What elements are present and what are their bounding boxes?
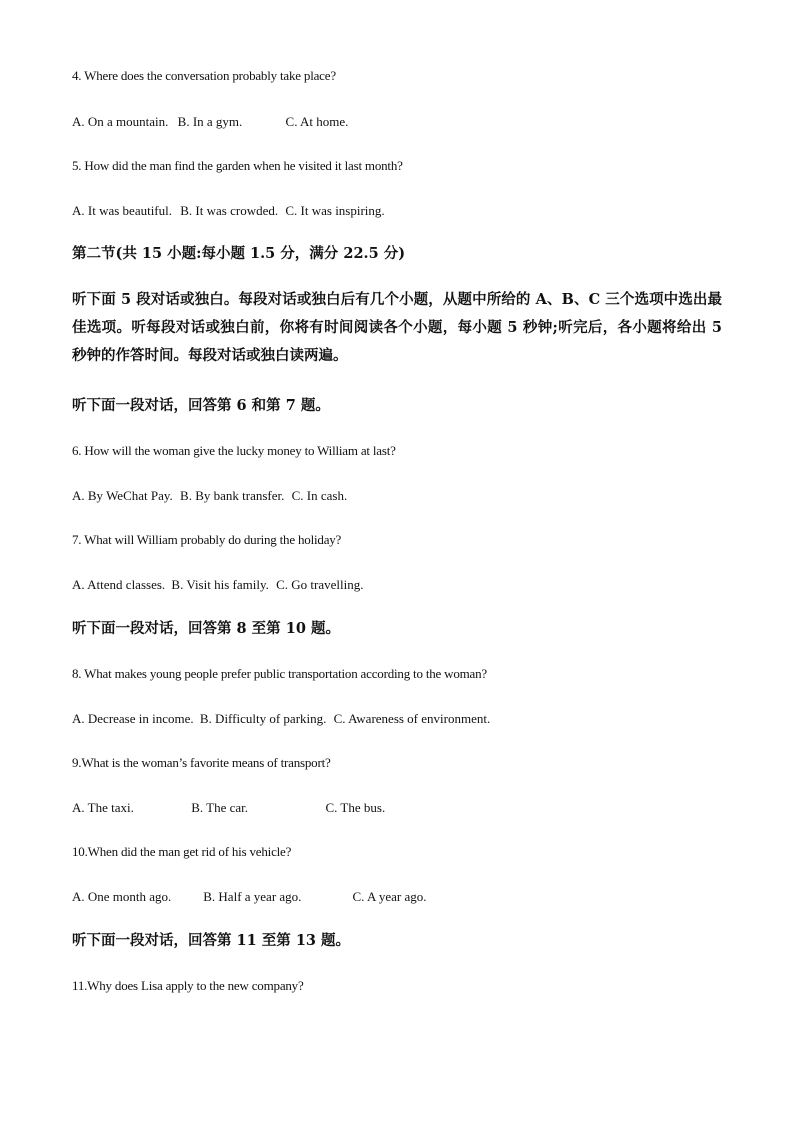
option-b: B. In a gym. xyxy=(177,114,243,129)
question-9-options xyxy=(72,799,385,817)
option-b: B. The car. xyxy=(191,800,249,815)
option-c: C. In cash. xyxy=(291,488,348,503)
option-c: C. It was inspiring. xyxy=(285,203,385,218)
option-b: B. By bank transfer. xyxy=(180,488,285,503)
option-b: B. It was crowded. xyxy=(180,203,279,218)
listening-heading-8-10: 听下面一段对话，回答第 8 至第 10 题。 xyxy=(72,620,340,637)
option-b: B. Visit his family. xyxy=(171,577,269,592)
question-7-options xyxy=(72,576,364,594)
option-c: C. A year ago. xyxy=(352,889,427,904)
section-instructions: 听下面 5 段对话或独白。每段对话或独白后有几个小题，从题中所给的 A、B、C 三个选项中选出最佳选项。听每段对话或独白前，你将有时间阅读各个小题，每小题 5 秒钟;听完后，各小题将给出 5 秒钟的作答时间。每段对话或独白读两遍。 xyxy=(72,291,722,364)
question-4-options xyxy=(72,113,348,131)
question-6-options xyxy=(72,487,347,505)
question-10-options xyxy=(72,888,427,906)
question-8: 8. What makes young people prefer public transportation according to the woman? xyxy=(72,666,487,681)
question-11: 11.Why does Lisa apply to the new company? xyxy=(72,978,304,993)
option-c: C. The bus. xyxy=(325,800,386,815)
option-b: B. Difficulty of parking. xyxy=(199,711,327,726)
question-4: 4. Where does the conversation probably take place? xyxy=(72,68,336,83)
option-a: A. Decrease in income. xyxy=(72,711,194,726)
option-a: A. Attend classes. xyxy=(72,577,166,592)
option-a: A. By WeChat Pay. xyxy=(72,488,173,503)
question-7: 7. What will William probably do during the holiday? xyxy=(72,532,342,547)
question-8-options xyxy=(72,710,490,728)
question-10: 10.When did the man get rid of his vehicle? xyxy=(72,844,292,859)
option-a: A. One month ago. xyxy=(72,889,172,904)
listening-heading-11-13: 听下面一段对话，回答第 11 至第 13 题。 xyxy=(72,932,351,949)
section-title: 第二节(共 15 小题:每小题 1.5 分，满分 22.5 分) xyxy=(72,245,406,262)
option-a: A. The taxi. xyxy=(72,800,134,815)
option-c: C. At home. xyxy=(285,114,349,129)
question-5: 5. How did the man find the garden when he visited it last month? xyxy=(72,158,403,173)
question-9: 9.What is the woman’s favorite means of transport? xyxy=(72,755,331,770)
option-c: C. Awareness of environment. xyxy=(333,711,491,726)
listening-heading-6-7: 听下面一段对话，回答第 6 和第 7 题。 xyxy=(72,397,330,414)
question-5-options xyxy=(72,202,385,220)
option-c: C. Go travelling. xyxy=(276,577,364,592)
option-a: A. It was beautiful. xyxy=(72,203,173,218)
option-a: A. On a mountain. xyxy=(72,114,169,129)
option-b: B. Half a year ago. xyxy=(203,889,302,904)
question-6: 6. How will the woman give the lucky money to William at last? xyxy=(72,443,396,458)
